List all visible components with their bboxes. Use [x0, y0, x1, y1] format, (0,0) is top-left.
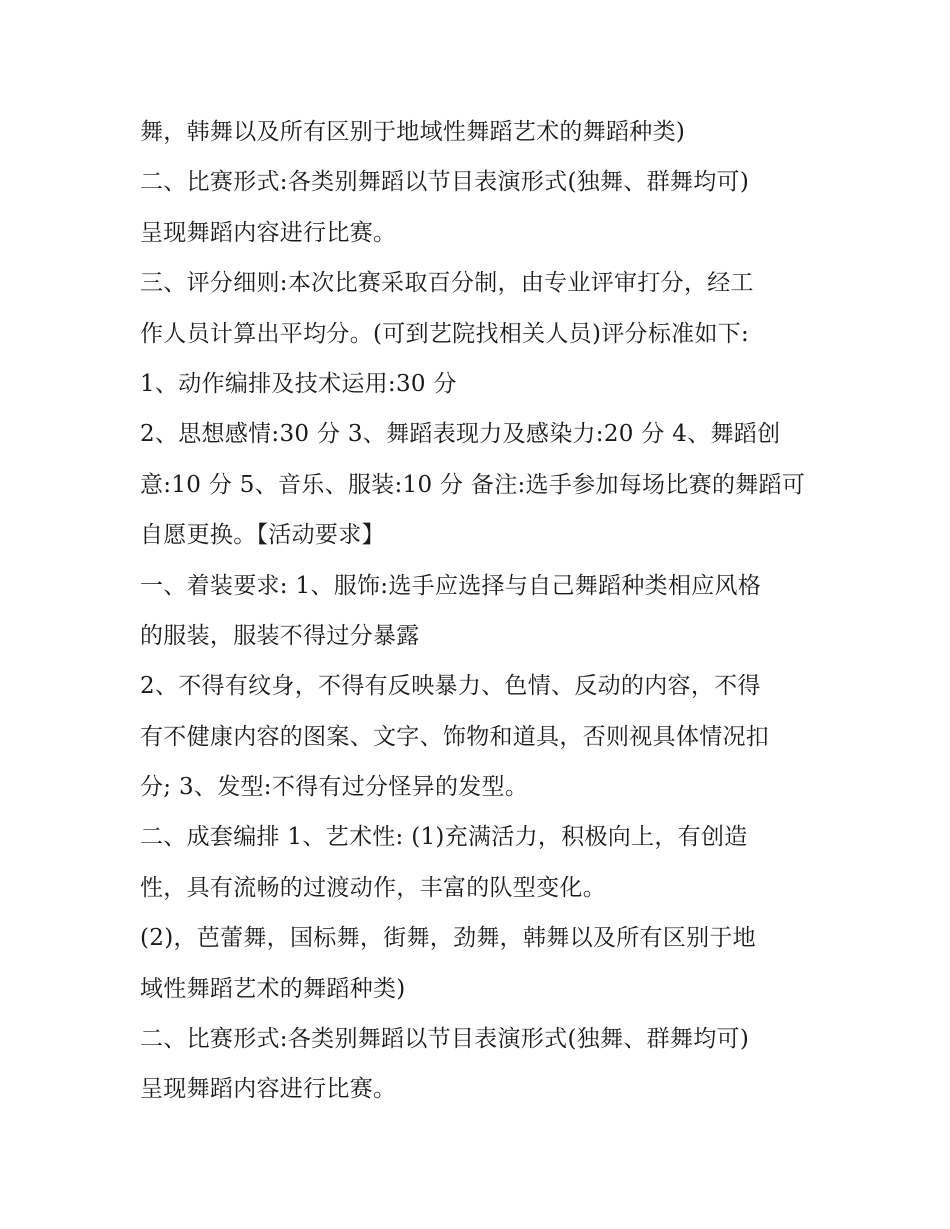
text-line: 二、成套编排 1、艺术性: (1)充满活力，积极向上，有创造 [140, 824, 748, 851]
text-line: 作人员计算出平均分。(可到艺院找相关人员)评分标准如下: [140, 320, 750, 347]
text-line: 呈现舞蹈内容进行比赛。 [140, 219, 397, 246]
document-body [140, 107, 830, 1115]
text-line: 有不健康内容的图案、文字、饰物和道具，否则视具体情况扣 [140, 723, 770, 750]
text-line: 一、着装要求: 1、服饰:选手应选择与自己舞蹈种类相应风格 [140, 572, 762, 599]
text-line: 意:10 分 5、音乐、服装:10 分 备注:选手参加每场比赛的舞蹈可 [140, 471, 806, 498]
text-line: 域性舞蹈艺术的舞蹈种类) [140, 975, 406, 1002]
text-line: 二、比赛形式:各类别舞蹈以节目表演形式(独舞、群舞均可) [140, 169, 750, 196]
text-line: 二、比赛形式:各类别舞蹈以节目表演形式(独舞、群舞均可) [140, 1026, 750, 1053]
text-line: 2、不得有纹身，不得有反映暴力、色情、反动的内容，不得 [140, 673, 761, 700]
text-line: 1、动作编排及技术运用:30 分 [140, 370, 457, 397]
text-line: 性，具有流畅的过渡动作，丰富的队型变化。 [140, 874, 606, 901]
text-line: 舞，韩舞以及所有区别于地域性舞蹈艺术的舞蹈种类) [140, 119, 686, 145]
text-line: 分; 3、发型:不得有过分怪异的发型。 [140, 774, 529, 801]
text-line: 三、评分细则:本次比赛采取百分制，由专业评审打分，经工 [140, 270, 754, 297]
text-line: (2)，芭蕾舞，国标舞，街舞，劲舞，韩舞以及所有区别于地 [140, 925, 756, 952]
text-line: 的服装，服装不得过分暴露 [140, 622, 420, 649]
text-line: 自愿更换。【活动要求】 [140, 522, 385, 549]
text-line: 呈现舞蹈内容进行比赛。 [140, 1076, 397, 1103]
text-line: 2、思想感情:30 分 3、舞蹈表现力及感染力:20 分 4、舞蹈创 [140, 421, 781, 448]
